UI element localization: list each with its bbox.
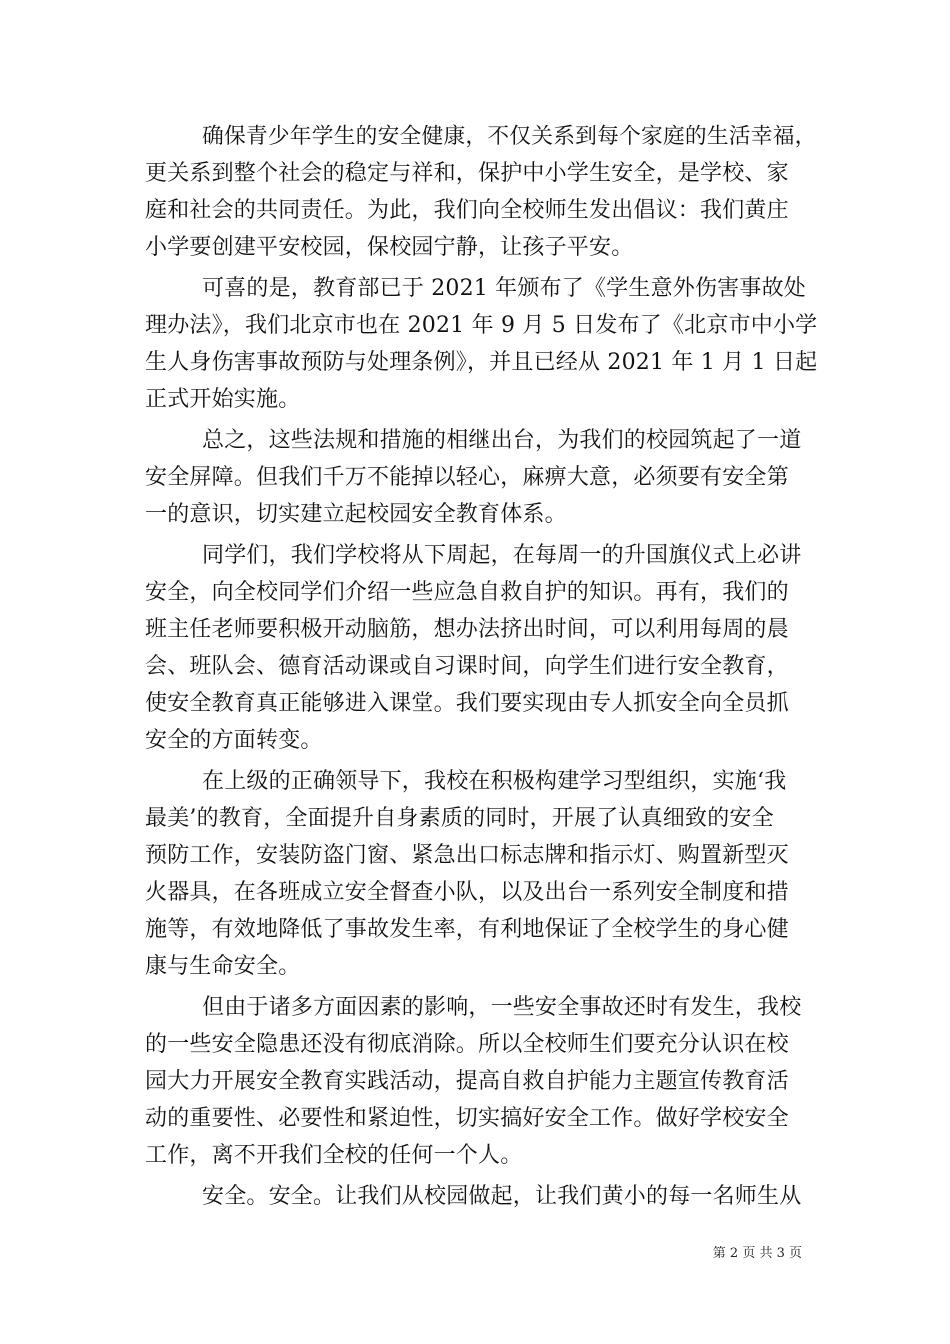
text-line: 使安全教育真正能够进入课堂。我们要实现由专人抓安全向全员抓 <box>145 691 789 716</box>
text-line: 安全，向全校同学们介绍一些应急自救自护的知识。再有，我们的 <box>145 580 789 605</box>
text-line: 安全屏障。但我们千万不能掉以轻心，麻痹大意，必须要有安全第 <box>145 465 789 490</box>
text-line: 预防工作，安装防盗门窗、紧急出口标志牌和指示灯、购置新型灭 <box>145 843 789 868</box>
text-line: 在上级的正确领导下，我校在积极构建学习型组织，实施‘我 <box>202 769 787 794</box>
text-line: 一的意识，切实建立起校园安全教育体系。 <box>145 502 567 527</box>
text-line: 小学要创建平安校园，保校园宁静，让孩子平安。 <box>145 235 634 260</box>
text-line: 最美’的教育，全面提升自身素质的同时，开展了认真细致的安全 <box>145 806 774 831</box>
document-body <box>145 118 817 1215</box>
text-line: 的一些安全隐患还没有彻底消除。所以全校师生们要充分认识在校 <box>145 1032 789 1057</box>
text-line: 班主任老师要积极开动脑筋，想办法挤出时间，可以利用每周的晨 <box>145 617 789 642</box>
text-line: 康与生命安全。 <box>145 954 301 979</box>
text-line: 安全。安全。让我们从校园做起，让我们黄小的每一名师生从 <box>202 1184 802 1209</box>
text-line: 可喜的是，教育部已于 2021 年颁布了《学生意外伤害事故处 <box>202 276 806 301</box>
text-line: 理办法》，我们北京市也在 2021 年 9 月 5 日发布了《北京市中小学 <box>145 313 818 338</box>
page-number-footer: 第 2 页 共 3 页 <box>712 1246 802 1261</box>
text-line: 总之，这些法规和措施的相继出台，为我们的校园筑起了一道 <box>202 428 802 453</box>
text-line: 会、班队会、德育活动课或自习课时间，向学生们进行安全教育， <box>145 654 789 679</box>
text-line: 工作，离不开我们全校的任何一个人。 <box>145 1143 523 1168</box>
text-line: 火器具，在各班成立安全督查小队，以及出台一系列安全制度和措 <box>145 880 789 905</box>
text-line: 施等，有效地降低了事故发生率，有利地保证了全校学生的身心健 <box>145 917 789 942</box>
text-line: 庭和社会的共同责任。为此，我们向全校师生发出倡议：我们黄庄 <box>145 198 789 223</box>
text-line: 确保青少年学生的安全健康，不仅关系到每个家庭的生活幸福， <box>202 124 817 149</box>
text-line: 更关系到整个社会的稳定与祥和，保护中小学生安全，是学校、家 <box>145 161 789 186</box>
text-line: 安全的方面转变。 <box>145 728 323 753</box>
text-line: 正式开始实施。 <box>145 387 301 412</box>
text-line: 同学们，我们学校将从下周起，在每周一的升国旗仪式上必讲 <box>202 543 802 568</box>
text-line: 动的重要性、必要性和紧迫性，切实搞好安全工作。做好学校安全 <box>145 1106 789 1131</box>
text-line: 生人身伤害事故预防与处理条例》，并且已经从 2021 年 1 月 1 日起 <box>145 350 818 375</box>
text-line: 但由于诸多方面因素的影响，一些安全事故还时有发生，我校 <box>202 995 802 1020</box>
text-line: 园大力开展安全教育实践活动，提高自救自护能力主题宣传教育活 <box>145 1069 789 1094</box>
